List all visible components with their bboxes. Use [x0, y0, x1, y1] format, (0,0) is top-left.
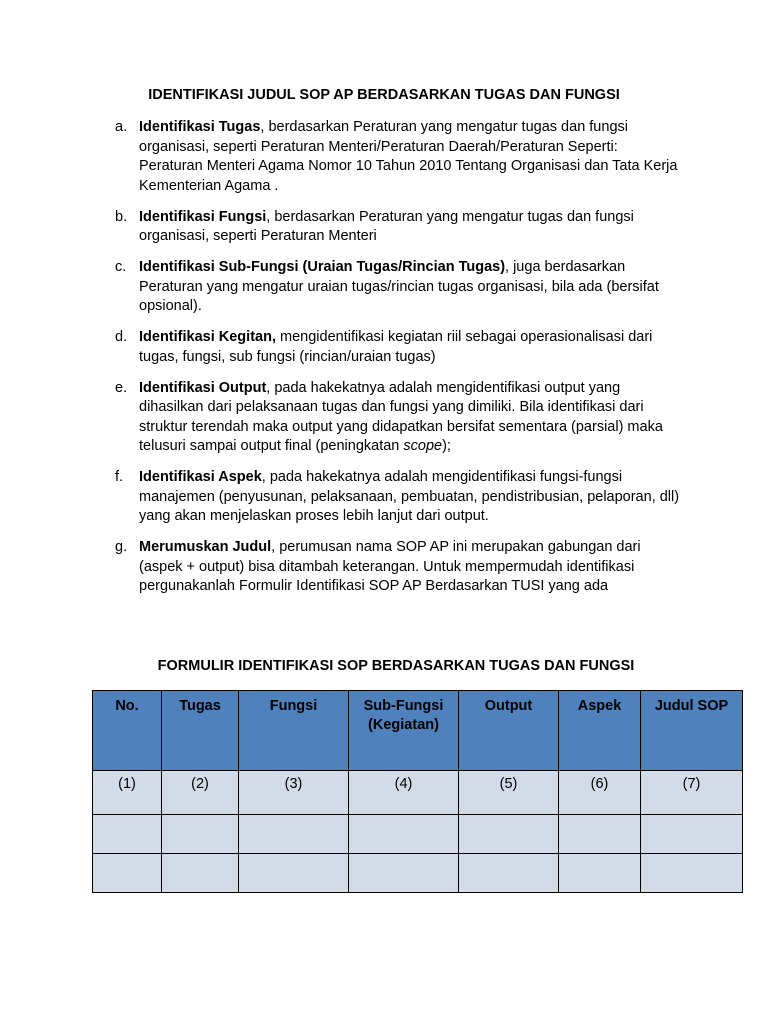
header-cell-aspek: Aspek — [559, 691, 641, 771]
list-marker: g. — [115, 539, 128, 555]
item-text: , juga berdasarkan Peraturan yang mengatur uraian tugas/rincian tugas organisasi, bila ada (bersifat opsional). — [139, 259, 659, 314]
item-heading: Identifikasi Tugas — [139, 119, 261, 135]
item-heading: Identifikasi Output — [139, 379, 267, 396]
item-tail: ); — [442, 438, 451, 454]
table-row — [93, 815, 743, 854]
header-cell-judul-sop: Judul SOP — [641, 691, 743, 771]
document-title: IDENTIFIKASI JUDUL SOP AP BERDASARKAN TUGAS DAN FUNGSI — [148, 87, 620, 103]
empty-cell — [239, 854, 349, 893]
list-marker: b. — [115, 208, 128, 225]
empty-cell — [459, 854, 559, 893]
empty-cell — [559, 854, 641, 893]
header-row — [93, 691, 743, 771]
list-item — [115, 328, 685, 367]
number-cell: (3) — [239, 771, 349, 815]
header-cell-fungsi: Fungsi — [239, 691, 349, 771]
item-text: , berdasarkan Peraturan yang mengatur tugas dan fungsi organisasi, seperti Peraturan Menteri/Peraturan Daerah/Peraturan Seperti: Peraturan Menteri Agama Nomor 10 Tahun 2010 Tentang Organisasi dan Tata Kerja Kementerian Agama . — [139, 119, 678, 194]
number-cell: (4) — [349, 771, 459, 815]
list-item — [115, 379, 685, 457]
table-row — [93, 854, 743, 893]
empty-cell — [641, 854, 743, 893]
item-text: , perumusan nama SOP AP ini merupakan gabungan dari (aspek + output) bisa ditambah keterangan. Untuk mempermudah identifikasi pergunakanlah Formulir Identifikasi SOP AP Berdasarkan TUSI yang ada — [139, 539, 641, 594]
item-heading: Identifikasi Sub-Fungsi (Uraian Tugas/Rincian Tugas) — [139, 259, 506, 275]
list-marker: f. — [115, 469, 124, 485]
list-item — [115, 208, 685, 247]
item-italic: scope — [403, 438, 443, 454]
number-cell: (5) — [459, 771, 559, 815]
header-cell-sub-fungsi: Sub-Fungsi (Kegiatan) — [349, 691, 459, 771]
item-text: , pada hakekatnya adalah mengidentifikasi output yang dihasilkan dari pelaksanaan tugas dan fungsi yang dimiliki. Bila identifikasi dari struktur terendah maka output yang didapatkan bersifat sementara (parsial) maka telusuri sampai output final (peningkatan — [139, 379, 663, 454]
identification-form-table — [92, 690, 743, 893]
item-heading: Merumuskan Judul — [139, 539, 272, 555]
item-text: mengidentifikasi kegiatan riil sebagai operasionalisasi dari tugas, fungsi, sub fungsi (rincian/uraian tugas) — [139, 329, 653, 365]
empty-cell — [93, 854, 162, 893]
number-cell: (6) — [559, 771, 641, 815]
empty-cell — [459, 815, 559, 854]
header-cell-no: No. — [93, 691, 162, 771]
list-item — [115, 468, 685, 527]
number-cell: (2) — [162, 771, 239, 815]
item-heading: Identifikasi Kegitan, — [139, 329, 276, 345]
list-item — [115, 538, 685, 597]
empty-cell — [162, 854, 239, 893]
header-cell-output: Output — [459, 691, 559, 771]
item-heading: Identifikasi Aspek — [139, 469, 262, 485]
form-title: FORMULIR IDENTIFIKASI SOP BERDASARKAN TUGAS DAN FUNGSI — [157, 658, 635, 674]
list-item — [115, 258, 685, 317]
empty-cell — [559, 815, 641, 854]
item-text: , pada hakekatnya adalah mengidentifikasi fungsi-fungsi manajemen (penyusunan, pelaksanaan, pembuatan, pendistribusian, pelaporan, dll) yang akan menjelaskan proses lebih lanjut dari output. — [139, 469, 680, 524]
empty-cell — [349, 854, 459, 893]
empty-cell — [641, 815, 743, 854]
list-item — [115, 118, 685, 196]
empty-cell — [162, 815, 239, 854]
empty-cell — [349, 815, 459, 854]
numbering-row — [93, 771, 743, 815]
item-text: , berdasarkan Peraturan yang mengatur tugas dan fungsi organisasi, seperti Peraturan Menteri — [139, 208, 634, 244]
number-cell: (1) — [93, 771, 162, 815]
list-marker: e. — [115, 379, 128, 396]
list-marker: d. — [115, 329, 128, 345]
empty-cell — [93, 815, 162, 854]
list-marker: a. — [115, 119, 128, 135]
list-marker: c. — [115, 259, 127, 275]
number-cell: (7) — [641, 771, 743, 815]
header-cell-tugas: Tugas — [162, 691, 239, 771]
item-heading: Identifikasi Fungsi — [139, 208, 267, 225]
empty-cell — [239, 815, 349, 854]
identification-list — [115, 118, 685, 608]
